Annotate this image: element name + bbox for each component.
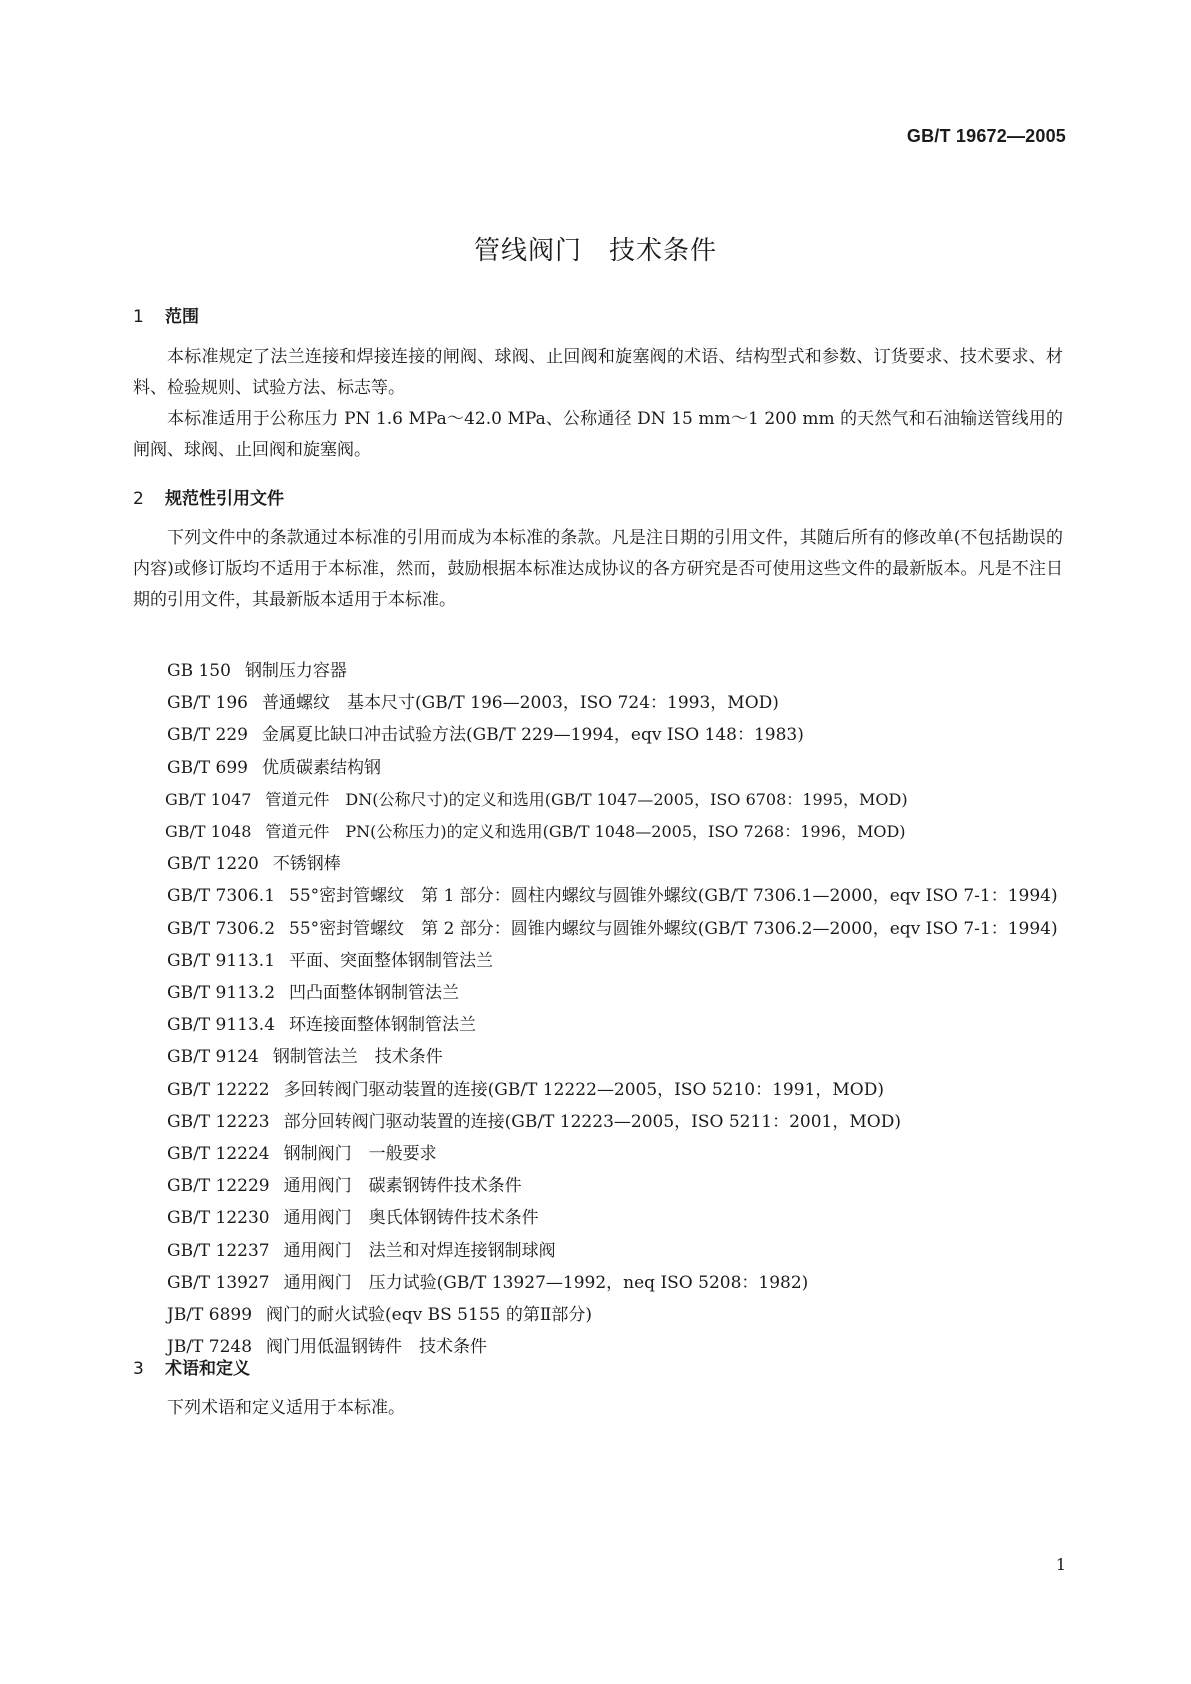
- reference-code: GB/T 229: [167, 725, 248, 746]
- reference-item: [133, 719, 1063, 751]
- document-title: 管线阀门 技术条件: [473, 236, 717, 266]
- section-number: 2: [133, 489, 144, 509]
- reference-item: [133, 1299, 1063, 1331]
- reference-item: [133, 1202, 1063, 1234]
- reference-code: JB/T 7248: [167, 1337, 253, 1358]
- reference-title: 通用阀门 法兰和对焊连接钢制球阀: [283, 1240, 556, 1261]
- reference-title: 平面、突面整体钢制管法兰: [289, 950, 494, 971]
- reference-title: 优质碳素结构钢: [262, 757, 381, 778]
- reference-item: [133, 945, 1063, 977]
- reference-code: GB/T 9124: [167, 1047, 259, 1068]
- reference-code: GB/T 9113.2: [167, 983, 276, 1004]
- reference-item: [133, 913, 1063, 945]
- reference-item: [133, 784, 1063, 816]
- reference-title: 金属夏比缺口冲击试验方法(GB/T 229—1994，eqv ISO 148：1983): [262, 725, 804, 746]
- reference-title: 普通螺纹 基本尺寸(GB/T 196—2003，ISO 724：1993，MOD): [262, 693, 779, 714]
- section-2-heading: [133, 484, 284, 509]
- reference-item: [133, 1074, 1063, 1106]
- reference-code: GB/T 196: [167, 693, 248, 714]
- section-1-paragraph-2: 本标准适用于公称压力 PN 1.6 MPa～42.0 MPa、公称通径 DN 15 mm～1 200 mm 的天然气和石油输送管线用的闸阀、球阀、止回阀和旋塞阀。: [133, 409, 1063, 460]
- reference-code: GB/T 12237: [167, 1240, 270, 1261]
- reference-item: [133, 848, 1063, 880]
- reference-code: GB/T 12224: [167, 1144, 270, 1165]
- reference-title: 部分回转阀门驱动装置的连接(GB/T 12223—2005，ISO 5211：2001，MOD): [283, 1111, 901, 1132]
- section-title: 术语和定义: [165, 1359, 250, 1379]
- section-3-paragraph-1: 下列术语和定义适用于本标准。: [167, 1398, 405, 1418]
- reference-title: 钢制阀门 一般要求: [283, 1144, 437, 1165]
- reference-code: GB/T 12230: [167, 1208, 270, 1229]
- section-3-heading: [133, 1354, 250, 1379]
- reference-title: 阀门的耐火试验(eqv BS 5155 的第Ⅱ部分): [266, 1305, 593, 1326]
- reference-code: GB/T 1048: [165, 822, 252, 842]
- reference-code: JB/T 6899: [167, 1305, 253, 1326]
- reference-title: 管道元件 DN(公称尺寸)的定义和选用(GB/T 1047—2005，ISO 6708：1995，MOD): [265, 789, 908, 809]
- reference-title: 通用阀门 碳素钢铸件技术条件: [283, 1176, 522, 1197]
- reference-code: GB/T 1047: [165, 789, 252, 809]
- reference-item: [133, 1009, 1063, 1041]
- reference-code: GB/T 9113.4: [167, 1015, 276, 1036]
- reference-code: GB/T 7306.1: [167, 886, 276, 907]
- reference-title: 阀门用低温钢铸件 技术条件: [266, 1337, 488, 1358]
- reference-item: [133, 655, 1063, 687]
- normative-reference-list: [133, 655, 1063, 1363]
- reference-code: GB/T 1220: [167, 854, 259, 875]
- reference-title: 不锈钢棒: [272, 854, 341, 875]
- reference-item: [133, 1170, 1063, 1202]
- reference-title: 凹凸面整体钢制管法兰: [289, 983, 460, 1004]
- section-2-paragraph-1: 下列文件中的条款通过本标准的引用而成为本标准的条款。凡是注日期的引用文件，其随后所有的修改单(不包括勘误的内容)或修订版均不适用于本标准，然而，鼓励根据本标准达成协议的各方研究是否可使用这些文件的最新版本。凡是不注日期的引用文件，其最新版本适用于本标准。: [133, 528, 1063, 610]
- section-1-paragraph-1: 本标准规定了法兰连接和焊接连接的闸阀、球阀、止回阀和旋塞阀的术语、结构型式和参数、订货要求、技术要求、材料、检验规则、试验方法、标志等。: [133, 347, 1063, 398]
- reference-item: [133, 816, 1063, 848]
- reference-code: GB/T 699: [167, 757, 248, 778]
- reference-item: [133, 1267, 1063, 1299]
- reference-item: [133, 1106, 1063, 1138]
- reference-title: 钢制压力容器: [244, 661, 347, 681]
- reference-code: GB/T 9113.1: [167, 950, 276, 971]
- section-title: 规范性引用文件: [165, 489, 284, 509]
- reference-item: [133, 880, 1063, 912]
- reference-code: GB/T 12222: [167, 1079, 270, 1100]
- reference-code: GB/T 12229: [167, 1176, 270, 1197]
- reference-title: 多回转阀门驱动装置的连接(GB/T 12222—2005，ISO 5210：1991，MOD): [283, 1079, 884, 1100]
- page-number: 1: [1055, 1555, 1066, 1574]
- reference-item: [133, 1041, 1063, 1073]
- reference-item: [133, 752, 1063, 784]
- standard-code: GB/T 19672—2005: [906, 126, 1066, 146]
- reference-code: GB/T 13927: [167, 1272, 270, 1293]
- reference-title: 钢制管法兰 技术条件: [272, 1047, 443, 1068]
- reference-code: GB/T 12223: [167, 1111, 270, 1132]
- reference-code: GB/T 7306.2: [167, 918, 276, 939]
- reference-item: [133, 1331, 1063, 1363]
- reference-item: [133, 687, 1063, 719]
- reference-title: 通用阀门 奥氏体钢铸件技术条件: [283, 1208, 539, 1229]
- reference-title: 55°密封管螺纹 第 2 部分：圆锥内螺纹与圆锥外螺纹(GB/T 7306.2—2000，eqv ISO 7-1：1994): [289, 918, 1058, 939]
- reference-title: 管道元件 PN(公称压力)的定义和选用(GB/T 1048—2005，ISO 7268：1996，MOD): [265, 822, 906, 842]
- section-number: 3: [133, 1359, 144, 1379]
- reference-item: [133, 1138, 1063, 1170]
- reference-title: 环连接面整体钢制管法兰: [289, 1015, 477, 1036]
- section-1-heading: [133, 302, 199, 327]
- reference-title: 55°密封管螺纹 第 1 部分：圆柱内螺纹与圆锥外螺纹(GB/T 7306.1—2000，eqv ISO 7-1：1994): [289, 886, 1058, 907]
- reference-item: [133, 1235, 1063, 1267]
- section-number: 1: [133, 307, 144, 327]
- reference-title: 通用阀门 压力试验(GB/T 13927—1992，neq ISO 5208：1982): [283, 1272, 809, 1293]
- reference-code: GB 150: [167, 661, 231, 681]
- reference-item: [133, 977, 1063, 1009]
- section-title: 范围: [165, 307, 199, 327]
